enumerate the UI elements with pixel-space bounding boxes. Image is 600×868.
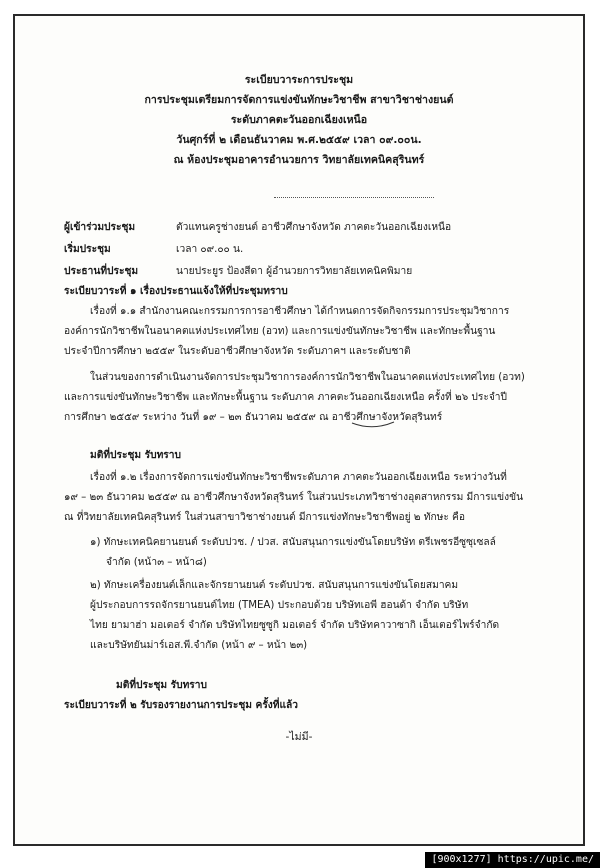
doc-date-time: วันศุกร์ที่ ๒ เดือนธันวาคม พ.ศ.๒๕๕๙ เวลา ๐๙.๐๐น. [176,134,422,146]
item-2-line: ๒) ทักษะเครื่องยนต์เล็กและจักรยานยนต์ ระดับปวช. สนับสนุนการแข่งขันโดยสมาคม [90,580,459,591]
attendees-value: ตัวแทนครูช่างยนต์ อาชีวศึกษาจังหวัด ภาคตะวันออกเฉียงเหนือ [176,222,452,233]
watermark-bar: [900x1277] https://upic.me/ [425,852,600,868]
chair-label: ประธานที่ประชุม [64,266,139,277]
resolution-1: มติที่ประชุม รับทราบ [90,450,181,461]
item-1-line: จำกัด (หน้า๓ – หน้า๘) [106,557,207,568]
item-2-line: ผู้ประกอบการรถจักรยานยนต์ไทย (TMEA) ประกอบด้วย บริษัทเอพี ฮอนด้า จำกัด บริษัท [90,600,469,611]
chair-value: นายประยูร ป้องสีดา ผู้อำนวยการวิทยาลัยเทคนิคพิมาย [176,266,413,277]
agenda-1-para-2-line: และการแข่งขันทักษะวิชาชีพ และทักษะพื้นฐาน ระดับภาค ภาคตะวันออกเฉียงเหนือ ครั้งที่ ๒๖ ประจำปี [64,392,507,403]
doc-subtitle: การประชุมเตรียมการจัดการแข่งขันทักษะวิชาชีพ สาขาวิชาช่างยนต์ [144,94,454,106]
start-value: เวลา ๐๙.๐๐ น. [176,244,244,255]
handwritten-underline [350,419,396,429]
agenda-2-none: -ไม่มี- [285,731,313,743]
doc-venue: ณ ห้องประชุมอาคารอำนวยการ วิทยาลัยเทคนิคสุรินทร์ [173,154,425,166]
agenda-1-para-2-line: ในส่วนของการดำเนินงานจัดการประชุมวิชาการองค์การนักวิชาชีพในอนาคตแห่งประเทศไทย (อวท) [90,372,525,383]
item-1-line: ๑) ทักษะเทคนิคยานยนต์ ระดับปวช. / ปวส. สนับสนุนการแข่งขันโดยบริษัท ตรีเพชรอีซูซุเซลล์ [90,537,496,548]
agenda-2-title: ระเบียบวาระที่ ๒ รับรองรายงานการประชุม ครั้งที่แล้ว [64,700,299,711]
agenda-1-para-1-line: องค์การนักวิชาชีพในอนาคตแห่งประเทศไทย (อวท) และการแข่งขันทักษะวิชาชีพ และทักษะพื้นฐาน [64,326,496,337]
agenda-1-para-2-line: การศึกษา ๒๕๕๙ ระหว่าง วันที่ ๑๙ – ๒๓ ธันวาคม ๒๕๕๙ ณ อาชีวศึกษาจังหวัดสุรินทร์ [64,412,443,423]
header-divider [274,197,434,198]
agenda-1-para-3-line: เรื่องที่ ๑.๒ เรื่องการจัดการแข่งขันทักษะวิชาชีพระดับภาค ภาคตะวันออกเฉียงเหนือ ระหว่างวันที่ [90,472,507,483]
agenda-1-title: ระเบียบวาระที่ ๑ เรื่องประธานแจ้งให้ที่ประชุมทราบ [64,286,288,297]
doc-title: ระเบียบวาระการประชุม [244,74,354,86]
agenda-1-para-3-line: ณ ที่วิทยาลัยเทคนิคสุรินทร์ ในส่วนสาขาวิชาช่างยนต์ มีการแข่งทักษะวิชาชีพอยู่ ๒ ทักษะ คือ [64,512,465,523]
attendees-label: ผู้เข้าร่วมประชุม [64,222,136,233]
agenda-1-para-3-line: ๑๙ – ๒๓ ธันวาคม ๒๕๕๙ ณ อาชีวศึกษาจังหวัดสุรินทร์ ในส่วนประเภทวิชาช่างอุตสาหกรรม มีการแข่งขัน [64,492,524,503]
start-label: เริ่มประชุม [64,244,111,255]
agenda-1-para-1-line: เรื่องที่ ๑.๑ สำนักงานคณะกรรมการการอาชีวศึกษา ได้กำหนดการจัดกิจกรรมการประชุมวิชาการ [90,306,510,317]
doc-region: ระดับภาคตะวันออกเฉียงเหนือ [230,114,368,126]
agenda-1-para-1-line: ประจำปีการศึกษา ๒๕๕๙ ในระดับอาชีวศึกษาจังหวัด ระดับภาคฯ และระดับชาติ [64,346,411,357]
resolution-2: มติที่ประชุม รับทราบ [116,680,207,691]
item-2-line: และบริษัทยันม่าร์เอส.พี.จำกัด (หน้า ๙ – หน้า ๒๓) [90,640,308,651]
item-2-line: ไทย ยามาฮ่า มอเตอร์ จำกัด บริษัทไทยซูซูกิ มอเตอร์ จำกัด บริษัทคาวาซากิ เอ็นเตอร์ไพร์จำกัด [90,620,500,631]
